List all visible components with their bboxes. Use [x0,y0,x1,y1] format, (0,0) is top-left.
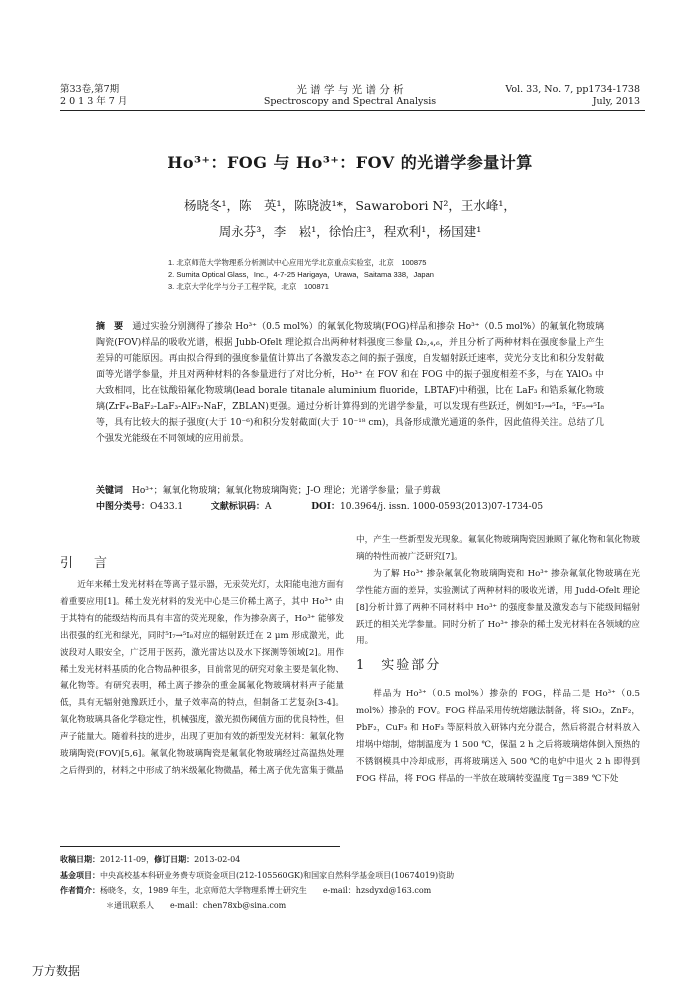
section-experiment-title: 1 实验部分 [356,658,442,673]
intro-paragraph-3: 为了解 Ho³⁺ 掺杂氟氧化物玻璃陶瓷和 Ho³⁺ 掺杂氟氧化物玻璃在光学性能方面的差异，实验测试了两种材料的吸收光谱，用 Judd-Ofelt 理论[8]分析计算了两种不同材料中 Ho³⁺ 的强度参量及激发态与下能级间辐射跃迁的相关光学参量。同时分析了 Ho³⁺ 掺杂的稀土发光材料在各领域的应用。 [356,568,640,647]
intro-paragraph-2: 中，产生一些新型发光现象。氟氧化物玻璃陶瓷因兼顾了氟化物和氧化物玻璃的特性而被广泛研究[7]。 [356,535,640,562]
fund-line [60,868,640,884]
experiment-column [356,686,640,787]
keywords-text: Ho³⁺；氟氧化物玻璃；氟氧化物玻璃陶瓷；J-O 理论；光谱学参量；量子剪裁 [132,486,441,496]
section-intro-title: 引 言 [60,556,112,571]
keywords [96,484,616,499]
intro-paragraph-1: 近年来稀土发光材料在等离子显示器，无汞荧光灯，太阳能电池方面有着重要应用[1]。稀土发光材料的发光中心是三价稀土离子，其中 Ho³⁺ 由于其特有的能级结构而具有丰富的荧光现象，作为掺杂离子，Ho³⁺ 能够发出很强的红光和绿光，同时⁵I₇→⁵I₈对应的辐射跃迁在 2 μm 形成激光，此波段对人眼安全，广泛用于医药，激光雷达以及水下探测等领域[2]。用作稀土发光材料基质的化合物品种很多，目前常见的研究对象主要是氧化物、氟化物等。有研究表明，稀土离子掺杂的重金属氟化物玻璃材料声子能量低，具有无辐射弛豫跃迁小，量子效率高的特点，但制备工艺复杂[3-4]。氧化物玻璃具备化学稳定性，机械强度，激光损伤阈值方面的优良特性，但声子能量大。随着科技的进步，出现了更加有效的新型发光材料：氟氧化物玻璃陶瓷(FOV)[5,6]。氟氧化物玻璃陶瓷是氟氧化物玻璃经过高温热处理之后得到的，材料之中形成了纳米级氟化物微晶，稀土离子优先富集于微晶 [60,580,344,776]
month-year: July, 2013 [592,96,640,107]
journal-volume [60,84,127,108]
journal-pages [505,84,640,108]
author-bio-line [60,883,640,899]
received-label: 收稿日期： [60,854,100,864]
keywords-label: 关键词 [96,486,124,496]
journal-name [200,84,500,108]
abstract [96,319,604,447]
affiliations [168,257,588,293]
doi-value: 10.3964/j. issn. 1000-0593(2013)07-1734-05 [340,502,544,512]
abstract-label: 摘 要 [96,322,124,332]
revised-label: 修订日期： [154,854,195,864]
clc-label: 中图分类号： [96,502,151,512]
doi-label: DOI： [311,502,341,512]
vol-pages: Vol. 33, No. 7, pp1734-1738 [505,84,640,95]
author-bio-text: 杨晓冬，女，1989 年生，北京师范大学物理系博士研究生 e-mail：hzsdyxd@163.com [100,886,432,895]
watermark: 万方数据 [32,964,81,978]
footnotes [60,852,640,913]
header-rule [60,110,645,111]
fund-label: 基金项目： [60,869,100,880]
intro-right-column [356,532,640,650]
authors-line-2: 周永芬³，李 崧¹，徐怡庄³，程欢利¹，杨国建¹ [218,224,482,239]
author-bio-label: 作者简介： [60,885,100,895]
clc-value: O433.1 [150,502,184,512]
affiliation-3: 3. 北京大学化学与分子工程学院，北京 100871 [168,282,329,291]
received-date: 2012-11-09， [100,855,155,864]
experiment-paragraph: 样品为 Ho³⁺（0.5 mol%）掺杂的 FOG，样品二是 Ho³⁺（0.5 mol%）掺杂的 FOV。FOG 样品采用传统熔融法制备，将 SiO₂，ZnF₂，PbF₂，CuF₃ 和 HoF₃ 等原料放入研钵内充分混合，然后将混合材料放入坩埚中熔制，熔制温度为 1 500 ℃，保温 2 h 之后将玻璃熔体倒入预热的不锈钢模具中冷却成形，再将玻璃送入 500 ℃的电炉中退火 2 h 即得到 FOG 样品，将 FOG 样品的一半放在玻璃转变温度 Tg＝389 ℃下处 [356,689,640,784]
affiliation-2: 2. Sumita Optical Glass，Inc.，4-7-25 Harigaya，Urawa，Saitama 338，Japan [168,270,434,279]
doc-code-label: 文献标识码： [210,502,265,512]
authors-line-1: 杨晓冬¹，陈 英¹，陈晓波¹*，Sawarobori N²，王水峰¹， [184,198,516,213]
fund-text: 中央高校基本科研业务费专项资金项目(212-105560GK)和国家自然科学基金项目(10674019)资助 [100,870,455,880]
doc-code-value: A [264,502,272,512]
affiliation-1: 1. 北京师范大学物理系分析测试中心应用光学北京重点实验室，北京 100875 [168,258,427,267]
revised-date: 2013-02-04 [194,855,241,864]
paper-title: Ho³⁺：FOG 与 Ho³⁺：FOV 的光谱学参量计算 [167,153,533,172]
classification [96,500,616,515]
dates-line [60,852,640,868]
journal-name-en: Spectroscopy and Spectral Analysis [263,96,437,107]
intro-left-column [60,577,344,780]
corresponding-line: ＊通讯联系人 e-mail：chen78xb@sina.com [106,900,287,910]
publication-date: 2 0 1 3 年 7 月 [60,96,128,107]
abstract-text: 通过实验分别测得了掺杂 Ho³⁺（0.5 mol%）的氟氧化物玻璃(FOG)样品和掺杂 Ho³⁺（0.5 mol%）的氟氧化物玻璃陶瓷(FOV)样品的吸收光谱，根据 Jubb-Ofelt 理论拟合出两种材料强度三参量 Ω₂,₄,₆，并且分析了两种材料在强度参量上产生差异的可能原因。再由拟合得到的强度参量值计算出了各激发态之间的振子强度，自发辐射跃迁速率，荧光分支比和积分发射截面等光谱学参量，并且对两种材料的各参量进行了对比分析，Ho³⁺ 在 FOV 和在 FOG 中的振子强度相差不多，与在 YAlO₃ 中大致相同，比在钛酸铅氟化物玻璃(lead borale titanale aluminium fluoride，LBTAF)中稍强，比在 LaF₃ 和锆系氟化物玻璃(ZrF₄-BaF₂-LaF₃-AlF₃-NaF，ZBLAN)更强。通过分析计算得到的光谱学参量，可以发现有些跃迁，例如⁵I₇→⁵I₈，⁵F₅→⁵I₈等，具有比较大的振子强度(大于 10⁻⁶)和积分发射截面(大于 10⁻¹⁸ cm)，具备形成激光通道的条件，因此值得关注。总结了几个强发光能级在不同领域的应用前景。 [96,322,604,444]
volume-issue: 第33卷,第7期 [60,84,120,95]
footnote-rule [60,846,340,847]
journal-name-cn: 光 谱 学 与 光 谱 分 析 [296,84,404,96]
